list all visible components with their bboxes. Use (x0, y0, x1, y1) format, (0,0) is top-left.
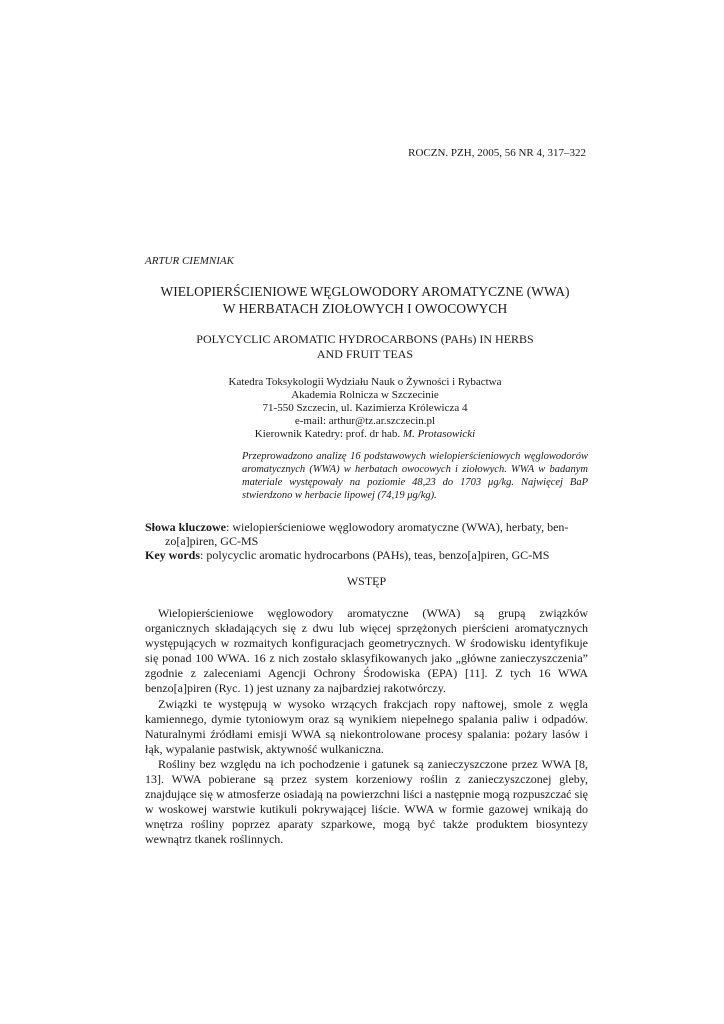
affiliation-head (145, 428, 585, 441)
affiliation-line: Katedra Toksykologii Wydziału Nauk o Żywności i Rybactwa (228, 376, 502, 388)
title-english-line: AND FRUIT TEAS (316, 347, 414, 361)
keywords-english-text: : polycyclic aromatic hydrocarbons (PAHs), teas, benzo[a]piren, GC-MS (200, 548, 550, 562)
journal-reference: ROCZN. PZH, 2005, 56 NR 4, 317–322 (408, 147, 586, 159)
abstract: Przeprowadzono analizę 16 podstawowych wielopierścieniowych węglowodorów aromatycznych (WWA) w herbatach owocowych i ziołowych. WWA w badanym materiale występowały na poziomie 48,23 do 1703 μg/kg. Najwięcej BaP stwierdzono w herbacie lipowej (74,19 μg/kg). (242, 451, 588, 501)
affiliation-line: 71-550 Szczecin, ul. Kazimierza Królewicza 4 (262, 402, 468, 414)
paragraph: Związki te występują w wysoko wrzących frakcjach ropy naftowej, smole z węgla kamiennego, dymie tytoniowym oraz są wynikiem niepełnego spalania paliw i odpadów. Naturalnymi źródłami emisji WWA są niekontrolowane procesy spalania: pożary lasów i łąk, wypalanie pastwisk, aktywność wulkaniczna. (145, 696, 588, 756)
paragraph: Rośliny bez względu na ich pochodzenie i gatunek są zanieczyszczone przez WWA [8, 13]. WWA pobierane są przez system korzeniowy roślin z zanieczyszczonej gleby, znajdujące się w atmosferze osiadają na powierzchni liści a następnie mogą rozpuszczać się w woskowej warstwie kutikuli pokrywającej liście. WWA w formie gazowej wnikają do wnętrza rośliny poprzez aparaty szparkowe, mogą być także produktem biosyntezy wewnątrz tkanek roślinnych. (145, 756, 588, 847)
keywords-polish-text: : wielopierścieniowe węglowodory aromatyczne (WWA), herbaty, ben- (226, 520, 569, 534)
title-polish-line: WIELOPIERŚCIENIOWE WĘGLOWODORY AROMATYCZNE (WWA) (160, 284, 570, 299)
head-name: M. Protasowicki (402, 428, 476, 440)
body-text (145, 606, 588, 848)
paragraph: Wielopierścieniowe węglowodory aromatyczne (WWA) są grupą związków organicznych składających się z dwu lub więcej sprzężonych pierścieni aromatycznych występujących w rozmaitych konfiguracjach geometrycznych. W środowisku identyfikuje się ponad 100 WWA. 16 z nich zostało sklasyfikowanych jako „główne zanieczyszczenia” zgodnie z zaleceniami Agencji Ochrony Środowiska (EPA) [11]. Z tych 16 WWA benzo[a]piren (Ryc. 1) jest uznany za najbardziej rakotwórczy. (145, 606, 588, 696)
keywords-english (145, 548, 588, 562)
title-english (145, 332, 585, 362)
author-name: ARTUR CIEMNIAK (145, 255, 234, 267)
title-polish (145, 283, 585, 317)
affiliation (145, 376, 585, 441)
section-heading: WSTĘP (346, 574, 387, 588)
keywords (145, 520, 588, 562)
title-polish-line: W HERBATACH ZIOŁOWYCH I OWOCOWYCH (222, 301, 508, 316)
keywords-polish-continued: zo[a]piren, GC-MS (165, 534, 259, 548)
keywords-polish-label: Słowa kluczowe (145, 520, 226, 534)
title-english-line: POLYCYCLIC AROMATIC HYDROCARBONS (PAHs) IN HERBS (196, 332, 534, 346)
affiliation-line: Akademia Rolnicza w Szczecinie (291, 389, 439, 401)
keywords-english-label: Key words (145, 548, 200, 562)
keywords-polish (145, 520, 588, 534)
affiliation-email: e-mail: arthur@tz.ar.szczecin.pl (294, 415, 436, 427)
head-prefix: Kierownik Katedry: prof. dr hab. (254, 428, 403, 440)
